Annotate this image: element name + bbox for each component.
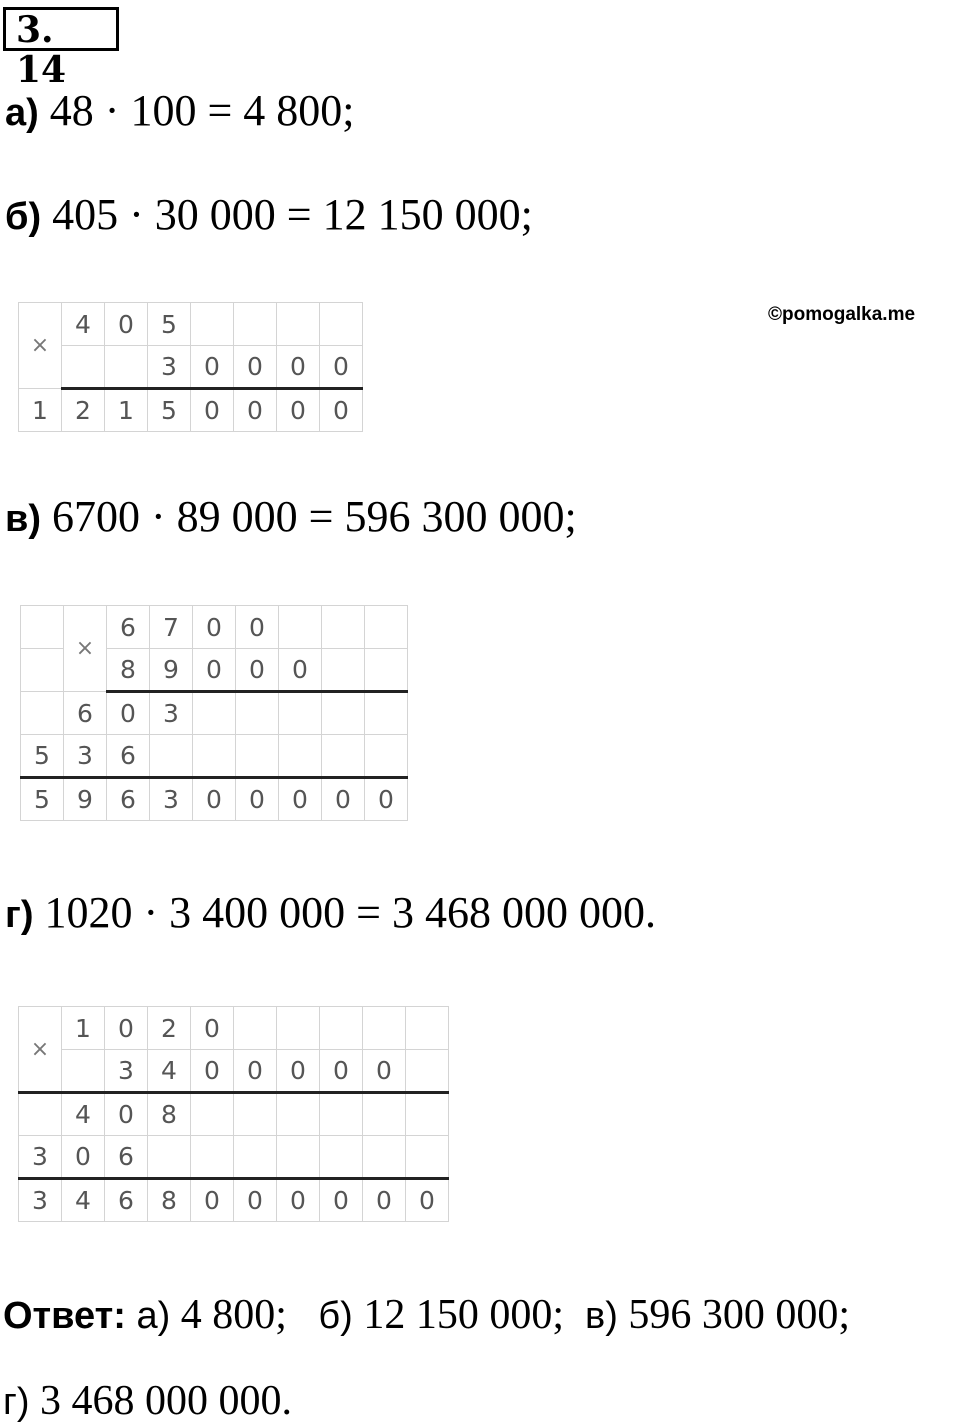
grid-cell: 0 <box>193 778 236 821</box>
grid-cell: 0 <box>191 1179 234 1222</box>
grid-cell: 0 <box>236 778 279 821</box>
grid-cell: 3 <box>19 1136 62 1179</box>
grid-cell <box>234 1093 277 1136</box>
grid-cell: 1 <box>105 389 148 432</box>
grid-cell: 9 <box>64 778 107 821</box>
grid-cell <box>193 735 236 778</box>
grid-cell: 0 <box>234 1050 277 1093</box>
item-g-expression: 1020 · 3 400 000 = 3 468 000 000. <box>33 888 656 937</box>
item-v <box>5 492 577 544</box>
grid-cell <box>320 1136 363 1179</box>
grid-cell: 0 <box>279 778 322 821</box>
multiply-sign: × <box>19 303 62 389</box>
task-number: 3. 14 <box>3 7 119 51</box>
grid-cell <box>363 1136 406 1179</box>
grid-cell: 0 <box>191 1050 234 1093</box>
grid-cell: 4 <box>62 1179 105 1222</box>
grid-cell <box>279 735 322 778</box>
grid-cell <box>277 303 320 346</box>
answer-line-2 <box>3 1376 292 1427</box>
grid-cell: 0 <box>322 778 365 821</box>
grid-cell: 0 <box>363 1179 406 1222</box>
grid-cell: 6 <box>105 1136 148 1179</box>
grid-cell: 0 <box>236 649 279 692</box>
grid-cell: 8 <box>107 649 150 692</box>
grid-cell: 2 <box>148 1007 191 1050</box>
grid-cell <box>150 735 193 778</box>
grid-cell: 0 <box>191 346 234 389</box>
answer-a-label: а) <box>136 1295 171 1337</box>
grid-cell <box>279 606 322 649</box>
answer-g-value: 3 468 000 000. <box>29 1378 293 1424</box>
grid-cell: 6 <box>107 735 150 778</box>
grid-cell <box>193 692 236 735</box>
grid-cell: 0 <box>105 303 148 346</box>
grid-cell: 2 <box>62 389 105 432</box>
grid-cell <box>191 1093 234 1136</box>
grid-cell <box>277 1093 320 1136</box>
grid-cell: 0 <box>277 389 320 432</box>
grid-cell: 6 <box>107 778 150 821</box>
grid-cell: 6 <box>64 692 107 735</box>
grid-cell <box>320 1093 363 1136</box>
grid-cell <box>320 303 363 346</box>
grid-cell: 3 <box>19 1179 62 1222</box>
grid-cell: 6 <box>107 606 150 649</box>
grid-cell <box>234 1007 277 1050</box>
multiplication-grid-b <box>18 302 363 432</box>
item-v-expression: 6700 · 89 000 = 596 300 000; <box>41 492 577 541</box>
grid-cell: 0 <box>234 1179 277 1222</box>
grid-cell <box>279 692 322 735</box>
grid-cell: 3 <box>150 692 193 735</box>
grid-cell <box>365 649 408 692</box>
grid-cell: 0 <box>107 692 150 735</box>
item-a <box>5 86 355 138</box>
multiply-sign: × <box>64 606 107 692</box>
answer-b-value: 12 150 000; <box>352 1292 564 1338</box>
grid-cell <box>148 1136 191 1179</box>
grid-cell <box>322 735 365 778</box>
grid-cell: 3 <box>64 735 107 778</box>
grid-cell <box>191 1136 234 1179</box>
grid-cell <box>363 1093 406 1136</box>
grid-cell <box>277 1136 320 1179</box>
grid-cell <box>406 1136 449 1179</box>
grid-cell: 0 <box>277 1179 320 1222</box>
grid-cell <box>322 649 365 692</box>
multiply-sign: × <box>19 1007 62 1093</box>
grid-cell: 0 <box>320 346 363 389</box>
multiplication-grid-g <box>18 1006 449 1222</box>
grid-cell: 0 <box>234 389 277 432</box>
grid-cell: 0 <box>236 606 279 649</box>
grid-cell <box>62 1050 105 1093</box>
grid-cell <box>191 303 234 346</box>
grid-cell: 0 <box>320 1179 363 1222</box>
grid-cell <box>320 1007 363 1050</box>
grid-cell <box>21 606 64 649</box>
grid-cell: 0 <box>193 606 236 649</box>
grid-cell: 3 <box>150 778 193 821</box>
grid-cell: 6 <box>105 1179 148 1222</box>
grid-cell: 0 <box>365 778 408 821</box>
grid-cell: 1 <box>19 389 62 432</box>
item-b-label: б) <box>5 196 42 238</box>
grid-cell: 1 <box>62 1007 105 1050</box>
grid-cell <box>365 692 408 735</box>
grid-cell: 0 <box>406 1179 449 1222</box>
item-a-expression: 48 · 100 = 4 800; <box>38 86 355 135</box>
grid-cell: 5 <box>148 389 191 432</box>
answer-label: Ответ: <box>3 1295 126 1337</box>
grid-cell: 0 <box>363 1050 406 1093</box>
item-g-label: г) <box>5 894 34 936</box>
grid-cell: 7 <box>150 606 193 649</box>
grid-cell: 5 <box>148 303 191 346</box>
grid-cell: 0 <box>320 1050 363 1093</box>
item-v-label: в) <box>5 498 42 540</box>
grid-cell <box>105 346 148 389</box>
grid-cell <box>234 1136 277 1179</box>
grid-cell: 0 <box>193 649 236 692</box>
grid-cell <box>21 692 64 735</box>
grid-cell: 8 <box>148 1179 191 1222</box>
grid-cell <box>406 1007 449 1050</box>
grid-cell <box>19 1093 62 1136</box>
grid-cell: 5 <box>21 735 64 778</box>
grid-cell: 0 <box>277 1050 320 1093</box>
grid-cell: 5 <box>21 778 64 821</box>
grid-cell: 3 <box>105 1050 148 1093</box>
grid-cell: 0 <box>277 346 320 389</box>
grid-cell: 0 <box>62 1136 105 1179</box>
answer-g-label: г) <box>3 1381 30 1423</box>
item-a-label: а) <box>5 92 39 134</box>
grid-cell <box>234 303 277 346</box>
grid-cell <box>21 649 64 692</box>
watermark: ©pomogalka.me <box>768 304 916 325</box>
answer-v-value: 596 300 000; <box>617 1292 851 1338</box>
grid-cell: 0 <box>191 389 234 432</box>
grid-cell: 4 <box>62 303 105 346</box>
grid-cell: 0 <box>320 389 363 432</box>
grid-cell <box>365 735 408 778</box>
grid-cell: 4 <box>148 1050 191 1093</box>
multiplication-grid-v <box>20 605 408 821</box>
grid-cell <box>365 606 408 649</box>
grid-cell <box>406 1050 449 1093</box>
grid-cell: 0 <box>105 1007 148 1050</box>
grid-cell <box>277 1007 320 1050</box>
grid-cell: 8 <box>148 1093 191 1136</box>
grid-cell: 0 <box>105 1093 148 1136</box>
grid-cell <box>236 735 279 778</box>
grid-cell: 0 <box>191 1007 234 1050</box>
grid-cell <box>363 1007 406 1050</box>
answer-b-label: б) <box>318 1295 353 1337</box>
grid-cell <box>62 346 105 389</box>
grid-cell: 0 <box>234 346 277 389</box>
answer-line-1 <box>3 1290 850 1341</box>
item-b <box>5 190 533 242</box>
item-g <box>5 888 656 940</box>
grid-cell <box>406 1093 449 1136</box>
grid-cell: 4 <box>62 1093 105 1136</box>
grid-cell: 0 <box>279 649 322 692</box>
grid-cell: 9 <box>150 649 193 692</box>
item-b-expression: 405 · 30 000 = 12 150 000; <box>41 190 533 239</box>
grid-cell <box>322 606 365 649</box>
answer-a-value: 4 800; <box>170 1292 287 1338</box>
grid-cell: 3 <box>148 346 191 389</box>
grid-cell <box>322 692 365 735</box>
grid-cell <box>236 692 279 735</box>
answer-v-label: в) <box>585 1295 618 1337</box>
